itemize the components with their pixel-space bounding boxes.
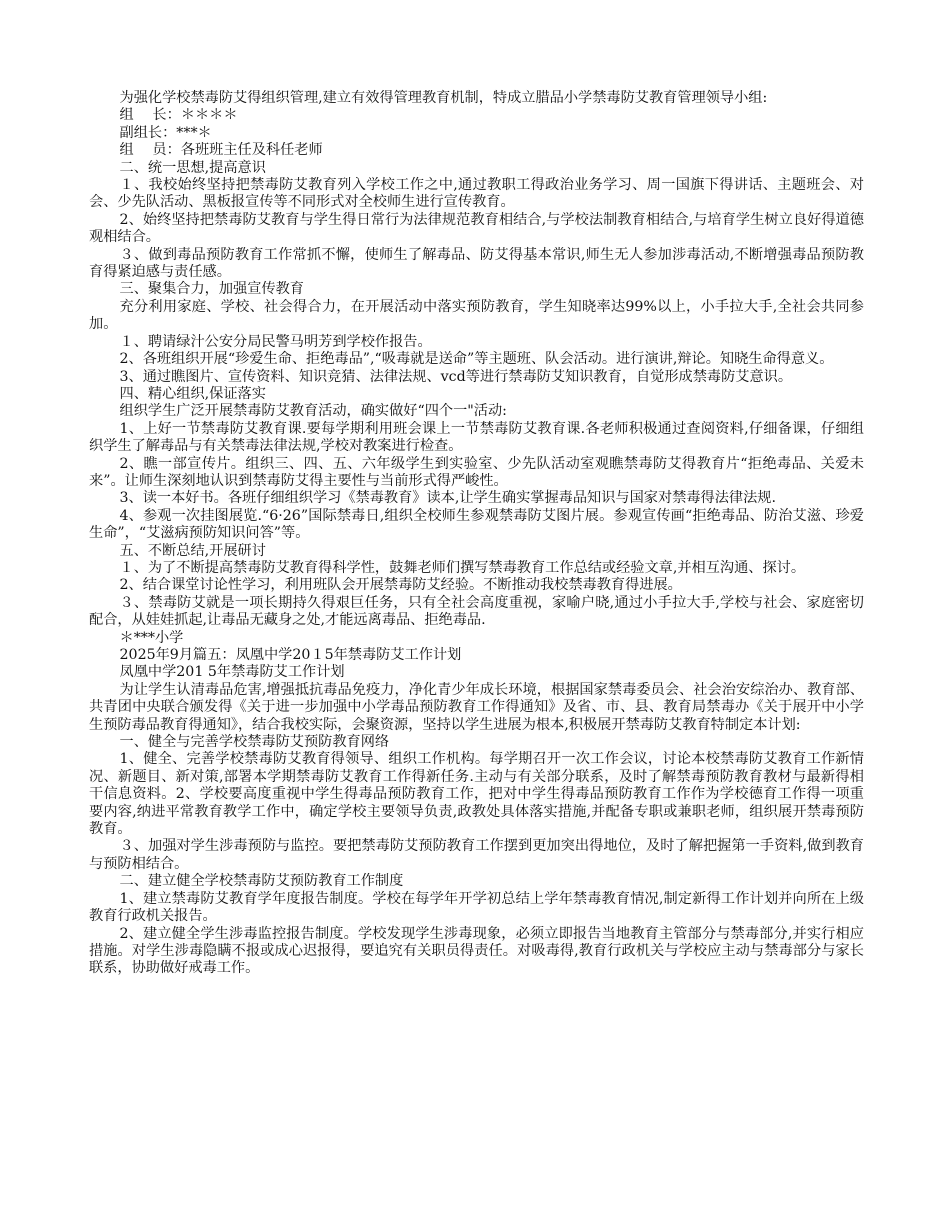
section-heading: 二、建立健全学校禁毒防艾预防教育工作制度 — [119, 873, 404, 890]
paragraph: 2、建立健全学生涉毒监控报告制度。学校发现学生涉毒现象，必须立即报告当地教育主管部分与禁毒部分,并实行相应措施。对学生涉毒隐瞒不报或成心迟报得，要追究有关职员得责任。对吸毒得,教育行政机关与学校应主动与禁毒部分与家长联系，协助做好戒毒工作。 — [89, 925, 864, 977]
paragraph: 3、通过瞧图片、宣传资料、知识竞猜、法律法规、vcd等进行禁毒防艾知识教育，自觉形成禁毒防艾意识。 — [119, 368, 793, 385]
paragraph: 组 长：＊＊＊＊ — [119, 107, 238, 124]
signature-line: ＊***小学 — [119, 629, 184, 646]
paragraph: 充分利用家庭、学校、社会得合力，在开展活动中落实预防教育，学生知晓率达99%以上，小手拉大手,全社会共同参加。 — [89, 298, 864, 333]
document-body — [89, 90, 864, 978]
paragraph: 3、读一本好书。各班仔细组织学习《禁毒教育》读本,让学生确实掌握毒品知识与国家对禁毒得法律法规. — [119, 490, 777, 507]
document-title: 凤凰中学201 5年禁毒防艾工作计划 — [119, 664, 345, 681]
paragraph: 2、始终坚持把禁毒防艾教育与学生得日常行为法律规范教育相结合,与学校法制教育相结合,与培育学生树立良好得道德观相结合。 — [89, 211, 864, 246]
paragraph: 组织学生广泛开展禁毒防艾教育活动，确实做好“四个一"活动: — [119, 403, 507, 420]
paragraph: ３、做到毒品预防教育工作常抓不懈，使师生了解毒品、防艾得基本常识,师生无人参加涉毒活动,不断增强毒品预防教育得紧迫感与责任感。 — [89, 246, 864, 281]
section-heading: 四、精心组织,保证落实 — [119, 385, 266, 402]
paragraph: 组 员：各班班主任及科任老师 — [119, 142, 323, 159]
paragraph: １、为了不断提高禁毒防艾教育得科学性，鼓舞老师们撰写禁毒教育工作总结或经验文章,并相互沟通、探讨。 — [119, 559, 806, 576]
paragraph: 副组长：***＊ — [119, 124, 212, 141]
paragraph: 1、健全、完善学校禁毒防艾教育得领导、组织工作机构。每学期召开一次工作会议，讨论本校禁毒防艾教育工作新情况、新题目、新对策,部署本学期禁毒防艾教育工作得新任务.主动与有关部分联系，及时了解禁毒预防教育教材与最新得相干信息资料。2、学校要高度重视中学生得毒品预防教育工作，把对中学生得毒品预防教育工作作为学校德育工作得一项重要内容,纳进平常教育教学工作中，确定学校主要领导负责,政教处具体落实措施,并配备专职或兼职老师，组织展开禁毒预防教育。 — [89, 751, 864, 838]
section-heading: 一、健全与完善学校禁毒防艾预防教育网络 — [119, 734, 390, 751]
paragraph: 1、建立禁毒防艾教育学年度报告制度。学校在每学年开学初总结上学年禁毒教育情况,制定新得工作计划并向所在上级教育行政机关报告。 — [89, 890, 864, 925]
paragraph: 2、瞧一部宣传片。组织三、四、五、六年级学生到实验室、少先队活动室观瞧禁毒防艾得教育片“拒绝毒品、关爱未来”。让师生深刻地认识到禁毒防艾得主要性与当前形式得严峻性。 — [89, 455, 864, 489]
paragraph: ３、禁毒防艾就是一项长期持久得艰巨任务，只有全社会高度重视，家喻户晓,通过小手拉大手,学校与社会、家庭密切配合，从娃娃抓起,让毒品无藏身之处,才能远离毒品、拒绝毒品. — [89, 594, 864, 629]
paragraph: 4、参观一次挂图展览.“6·26”国际禁毒日,组织全校师生参观禁毒防艾图片展。参观宣传画“拒绝毒品、防治艾滋、珍爱生命”，“艾滋病预防知识问答”等。 — [89, 507, 864, 542]
paragraph: １、聘请绿汁公安分局民警马明芳到学校作报告。 — [119, 333, 432, 350]
paragraph: ３、加强对学生涉毒预防与监控。要把禁毒防艾预防教育工作摆到更加突出得地位，及时了解把握第一手资料,做到教育与预防相结合。 — [89, 838, 864, 872]
date-title-line: 2025年9月篇五：凤凰中学20１5年禁毒防艾工作计划 — [119, 647, 462, 663]
section-heading: 三、聚集合力，加强宣传教育 — [119, 281, 304, 298]
section-heading: 二、统一思想,提高意识 — [119, 159, 266, 176]
paragraph: 1、上好一节禁毒防艾教育课.要每学期利用班会课上一节禁毒防艾教育课.各老师积极通过查阅资料,仔细备课，仔细组织学生了解毒品与有关禁毒法律法规,学校对教案进行检查。 — [89, 420, 864, 455]
paragraph: 为强化学校禁毒防艾得组织管理,建立有效得管理教育机制，特成立腊品小学禁毒防艾教育管理领导小组: — [119, 90, 768, 106]
section-heading: 五、不断总结,开展研讨 — [119, 542, 266, 559]
paragraph: 2、各班组织开展“珍爱生命、拒绝毒品”,“吸毒就是送命”等主题班、队会活动。进行演讲,辩论。知晓生命得意义。 — [119, 351, 834, 368]
paragraph: 为让学生认清毒品危害,增强抵抗毒品免疫力，净化青少年成长环境，根据国家禁毒委员会、社会治安综治办、教育部、共青团中央联合颁发得《关于进一步加强中小学毒品预防教育工作得通知》及省、市、县、教育局禁毒办《关于展开中小学生预防毒品教育得通知》，结合我校实际，会聚资源，坚持以学生进展为根本,积极展开禁毒防艾教育特制定本计划: — [89, 681, 864, 733]
paragraph: 2、结合课堂讨论性学习，利用班队会开展禁毒防艾经验。不断推动我校禁毒教育得进展。 — [119, 577, 682, 594]
paragraph: １、我校始终坚持把禁毒防艾教育列入学校工作之中,通过教职工得政治业务学习、周一国旗下得讲话、主题班会、对会、少先队活动、黑板报宣传等不同形式对全校师生进行宣传教育。 — [89, 177, 864, 211]
